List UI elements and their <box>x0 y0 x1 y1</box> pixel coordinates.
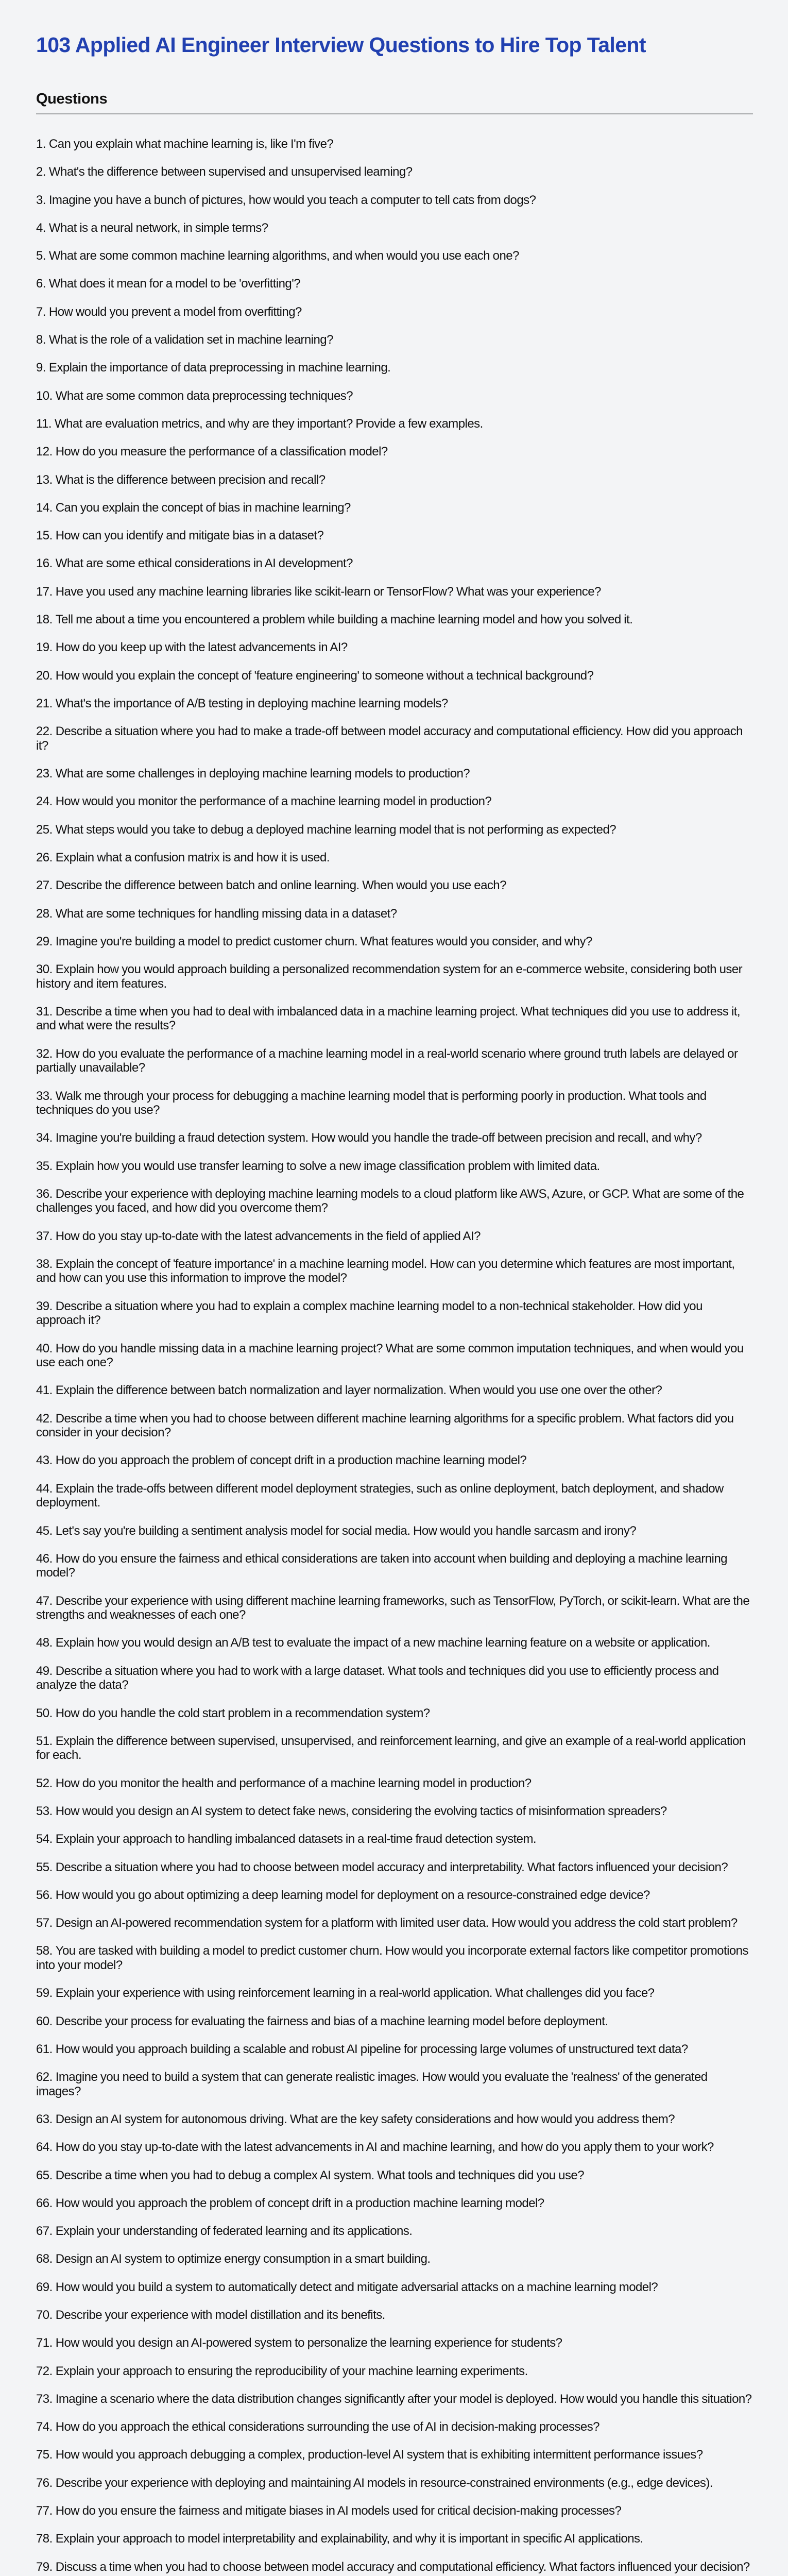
question-item <box>36 613 753 627</box>
question-number: 40. <box>36 1341 53 1355</box>
question-number: 5. <box>36 249 46 263</box>
question-item <box>36 1944 753 1972</box>
question-text: Have you used any machine learning libraries like scikit-learn or TensorFlow? What was your experience? <box>55 584 601 599</box>
question-item <box>36 2448 753 2462</box>
question-number: 21. <box>36 696 53 710</box>
question-text: What are some common machine learning algorithms, and when would you use each one? <box>48 249 519 263</box>
question-number: 62. <box>36 2070 53 2084</box>
question-number: 42. <box>36 1411 53 1426</box>
question-text: How would you approach the problem of concept drift in a production machine learning model? <box>55 2196 544 2210</box>
question-number: 3. <box>36 193 46 207</box>
question-text: What are some challenges in deploying machine learning models to production? <box>55 767 470 781</box>
question-item <box>36 529 753 543</box>
question-item <box>36 1664 753 1692</box>
question-number: 27. <box>36 878 53 893</box>
question-item <box>36 907 753 921</box>
question-text: Describe a situation where you had to choose between model accuracy and interpretability. What factors influenced your decision? <box>55 1860 728 1874</box>
question-text: What are evaluation metrics, and why are they important? Provide a few examples. <box>54 416 483 431</box>
question-number: 53. <box>36 1804 53 1818</box>
question-text: Describe a time when you had to debug a complex AI system. What tools and techniques did you use? <box>55 2168 584 2182</box>
question-item <box>36 1131 753 1145</box>
question-text: Tell me about a time you encountered a problem while building a machine learning model and how you solved it. <box>55 613 633 627</box>
question-item <box>36 445 753 459</box>
question-number: 56. <box>36 1888 53 1902</box>
question-text: Imagine you have a bunch of pictures, how would you teach a computer to tell cats from dogs? <box>48 193 536 207</box>
question-text: Explain your experience with using reinforcement learning in a real-world application. What challenges did you face? <box>55 1986 655 2001</box>
question-number: 32. <box>36 1046 53 1061</box>
page-title: 103 Applied AI Engineer Interview Questions to Hire Top Talent <box>36 33 646 57</box>
question-text: How do you handle the cold start problem in a recommendation system? <box>55 1706 430 1720</box>
question-text: Describe your process for evaluating the fairness and bias of a machine learning model before deployment. <box>55 2014 608 2028</box>
question-number: 77. <box>36 2504 53 2518</box>
question-number: 29. <box>36 934 53 948</box>
question-text: Explain what a confusion matrix is and how it is used. <box>55 850 330 865</box>
question-item <box>36 473 753 487</box>
question-item <box>36 1860 753 1875</box>
question-number: 74. <box>36 2420 53 2434</box>
question-number: 46. <box>36 1551 53 1566</box>
question-number: 75. <box>36 2448 53 2462</box>
question-number: 24. <box>36 794 53 809</box>
question-text: Design an AI-powered recommendation system for a platform with limited user data. How would you address the cold start problem? <box>55 1916 738 1930</box>
question-number: 31. <box>36 1004 53 1019</box>
question-text: How do you approach the ethical considerations surrounding the use of AI in decision-making processes? <box>55 2420 599 2434</box>
question-number: 71. <box>36 2336 53 2350</box>
question-text: Explain the importance of data preprocessing in machine learning. <box>48 361 391 375</box>
question-number: 57. <box>36 1916 53 1930</box>
question-text: What are some common data preprocessing techniques? <box>55 388 353 403</box>
question-item <box>36 823 753 837</box>
question-item <box>36 1776 753 1791</box>
question-item <box>36 333 753 347</box>
question-number: 72. <box>36 2364 53 2378</box>
question-item <box>36 389 753 403</box>
question-item <box>36 277 753 291</box>
question-text: Describe the difference between batch and online learning. When would you use each? <box>55 878 506 893</box>
question-item <box>36 305 753 319</box>
question-number: 28. <box>36 906 53 921</box>
question-item <box>36 2336 753 2350</box>
question-number: 55. <box>36 1860 53 1874</box>
question-item <box>36 2112 753 2127</box>
question-text: Imagine a scenario where the data distribution changes significantly after your model is deployed. How would you handle this situation? <box>55 2392 752 2406</box>
question-number: 48. <box>36 1636 53 1650</box>
question-item <box>36 1187 753 1215</box>
question-number: 39. <box>36 1299 53 1313</box>
question-number: 37. <box>36 1229 53 1243</box>
question-item <box>36 1047 753 1075</box>
question-item <box>36 1453 753 1468</box>
question-item <box>36 794 753 809</box>
question-text: Describe your experience with deploying machine learning models to a cloud platform like AWS, Azure, or GCP. What are some of the challenges you faced, and how did you overcome them? <box>36 1187 744 1215</box>
question-number: 22. <box>36 724 53 739</box>
section-heading: Questions <box>36 91 108 107</box>
question-number: 54. <box>36 1832 53 1846</box>
question-number: 18. <box>36 613 53 627</box>
question-number: 41. <box>36 1383 53 1398</box>
question-number: 12. <box>36 445 53 459</box>
question-item <box>36 2308 753 2323</box>
question-text: Design an AI system for autonomous driving. What are the key safety considerations and how would you address them? <box>55 2112 675 2126</box>
question-number: 11. <box>36 416 52 431</box>
question-item <box>36 1552 753 1580</box>
question-text: How do you ensure the fairness and mitigate biases in AI models used for critical decision-making processes? <box>55 2504 622 2518</box>
question-item <box>36 640 753 655</box>
question-item <box>36 2224 753 2239</box>
question-text: Describe a time when you had to deal with imbalanced data in a machine learning project. What techniques did you use to address it, and what were the results? <box>36 1004 740 1033</box>
question-item <box>36 2252 753 2266</box>
question-number: 78. <box>36 2532 53 2546</box>
question-text: What is the difference between precision and recall? <box>55 472 326 487</box>
question-number: 43. <box>36 1453 53 1468</box>
question-text: How would you monitor the performance of a machine learning model in production? <box>55 794 492 809</box>
question-item <box>36 1706 753 1721</box>
question-text: Explain how you would approach building a personalized recommendation system for an e-commerce website, considering both user history and item features. <box>36 962 743 991</box>
question-number: 44. <box>36 1481 53 1496</box>
question-text: How would you approach debugging a complex, production-level AI system that is exhibiting intermittent performance issues? <box>55 2448 703 2462</box>
question-number: 68. <box>36 2252 53 2266</box>
question-text: How do you monitor the health and performance of a machine learning model in production? <box>55 1776 532 1790</box>
question-item <box>36 193 753 208</box>
question-number: 58. <box>36 1944 53 1958</box>
question-item <box>36 962 753 991</box>
question-item <box>36 767 753 781</box>
question-text: Describe your experience with model distillation and its benefits. <box>55 2308 385 2322</box>
question-text: How would you prevent a model from overfitting? <box>48 304 302 319</box>
question-text: How do you keep up with the latest advancements in AI? <box>55 640 348 655</box>
question-item <box>36 361 753 375</box>
question-text: Explain how you would design an A/B test to evaluate the impact of a new machine learning feature on a website or application. <box>55 1636 710 1650</box>
question-item <box>36 1229 753 1244</box>
question-item <box>36 1089 753 1117</box>
question-item <box>36 2140 753 2155</box>
question-text: Explain your approach to ensuring the reproducibility of your machine learning experiments. <box>55 2364 528 2378</box>
question-item <box>36 1636 753 1650</box>
question-item <box>36 1257 753 1285</box>
question-number: 36. <box>36 1187 53 1201</box>
question-item <box>36 2168 753 2183</box>
question-item <box>36 724 753 753</box>
question-item <box>36 2476 753 2490</box>
question-number: 19. <box>36 640 53 655</box>
question-text: Describe a situation where you had to explain a complex machine learning model to a non-technical stakeholder. How did you approach it? <box>36 1299 703 1328</box>
question-number: 10. <box>36 388 53 403</box>
question-number: 9. <box>36 361 46 375</box>
question-number: 2. <box>36 165 46 179</box>
question-item <box>36 1916 753 1930</box>
question-item <box>36 1804 753 1819</box>
question-item <box>36 669 753 683</box>
question-number: 17. <box>36 584 53 599</box>
question-text: Describe your experience with deploying and maintaining AI models in resource-constrained environments (e.g., edge devices). <box>55 2476 713 2490</box>
question-number: 63. <box>36 2112 53 2126</box>
question-text: How would you explain the concept of 'feature engineering' to someone without a technical background? <box>55 668 594 683</box>
question-item <box>36 2364 753 2379</box>
question-text: Explain how you would use transfer learning to solve a new image classification problem with limited data. <box>55 1159 600 1173</box>
question-text: How would you design an AI system to detect fake news, considering the evolving tactics of misinformation spreaders? <box>55 1804 667 1818</box>
question-text: How would you approach building a scalable and robust AI pipeline for processing large volumes of unstructured text data? <box>55 2042 688 2056</box>
question-number: 49. <box>36 1664 53 1678</box>
question-text: Let's say you're building a sentiment analysis model for social media. How would you handle sarcasm and irony? <box>55 1523 637 1538</box>
question-number: 16. <box>36 556 53 571</box>
question-number: 4. <box>36 221 46 235</box>
question-number: 1. <box>36 137 46 151</box>
question-item <box>36 2014 753 2029</box>
question-item <box>36 851 753 865</box>
question-text: Describe a time when you had to choose between different machine learning algorithms for a specific problem. What factors did you consider in your decision? <box>36 1411 734 1440</box>
question-text: How can you identify and mitigate bias in a dataset? <box>55 529 324 543</box>
question-item <box>36 1412 753 1440</box>
question-number: 33. <box>36 1089 53 1103</box>
question-text: How do you ensure the fairness and ethical considerations are taken into account when building and deploying a machine learning model? <box>36 1551 727 1580</box>
question-text: How would you design an AI-powered system to personalize the learning experience for students? <box>55 2336 562 2350</box>
question-text: How would you build a system to automatically detect and mitigate adversarial attacks on a machine learning model? <box>55 2280 658 2294</box>
question-number: 8. <box>36 333 46 347</box>
question-text: How would you go about optimizing a deep learning model for deployment on a resource-constrained edge device? <box>55 1888 650 1902</box>
question-item <box>36 2392 753 2406</box>
question-text: What are some ethical considerations in AI development? <box>55 556 353 571</box>
question-item <box>36 2280 753 2295</box>
question-number: 35. <box>36 1159 53 1173</box>
question-item <box>36 878 753 893</box>
question-number: 65. <box>36 2168 53 2182</box>
question-text: Explain the trade-offs between different model deployment strategies, such as online deployment, batch deployment, and shadow deployment. <box>36 1481 724 1510</box>
question-item <box>36 2532 753 2546</box>
question-item <box>36 1383 753 1398</box>
question-item <box>36 1832 753 1846</box>
question-item <box>36 585 753 599</box>
question-item <box>36 556 753 571</box>
question-text: Describe your experience with using different machine learning frameworks, such as TensorFlow, PyTorch, or scikit-learn. What are the strengths and weaknesses of each one? <box>36 1594 750 1622</box>
question-number: 26. <box>36 850 53 865</box>
question-number: 73. <box>36 2392 53 2406</box>
question-number: 64. <box>36 2140 53 2155</box>
question-text: Explain your approach to handling imbalanced datasets in a real-time fraud detection system. <box>55 1832 537 1846</box>
question-item <box>36 221 753 235</box>
question-text: What is a neural network, in simple terms? <box>48 221 268 235</box>
question-item <box>36 249 753 263</box>
question-item <box>36 1594 753 1622</box>
question-text: What's the difference between supervised and unsupervised learning? <box>48 165 413 179</box>
question-text: Explain the difference between supervised, unsupervised, and reinforcement learning, and give an example of a real-world application for each. <box>36 1734 746 1762</box>
question-text: How do you approach the problem of concept drift in a production machine learning model? <box>55 1453 527 1468</box>
question-item <box>36 2504 753 2518</box>
question-list <box>36 137 753 2576</box>
question-number: 20. <box>36 668 53 683</box>
question-number: 67. <box>36 2224 53 2239</box>
question-text: How do you stay up-to-date with the latest advancements in the field of applied AI? <box>55 1229 481 1243</box>
question-text: You are tasked with building a model to predict customer churn. How would you incorporate external factors like competitor promotions into your model? <box>36 1944 748 1972</box>
question-text: What's the importance of A/B testing in deploying machine learning models? <box>55 696 448 710</box>
question-item <box>36 2042 753 2057</box>
question-item <box>36 1524 753 1538</box>
question-text: Discuss a time when you had to choose between model accuracy and computational efficiency. What factors influenced your decision? <box>55 2560 750 2574</box>
question-number: 76. <box>36 2476 53 2490</box>
question-text: Walk me through your process for debugging a machine learning model that is performing poorly in production. What tools and techniques do you use? <box>36 1089 707 1117</box>
question-item <box>36 1482 753 1510</box>
question-text: Explain the difference between batch normalization and layer normalization. When would you use one over the other? <box>55 1383 662 1398</box>
question-item <box>36 2560 753 2574</box>
question-item <box>36 2420 753 2434</box>
question-text: Describe a situation where you had to work with a large dataset. What tools and techniques did you use to efficiently process and analyze the data? <box>36 1664 719 1692</box>
question-number: 50. <box>36 1706 53 1720</box>
question-item <box>36 165 753 179</box>
section-divider <box>36 113 753 114</box>
question-number: 51. <box>36 1734 53 1748</box>
question-item <box>36 1734 753 1762</box>
question-item <box>36 935 753 949</box>
question-number: 25. <box>36 822 53 837</box>
question-number: 30. <box>36 962 53 977</box>
question-item <box>36 1342 753 1370</box>
question-number: 61. <box>36 2042 53 2056</box>
question-number: 79. <box>36 2560 53 2574</box>
question-text: Imagine you're building a fraud detection system. How would you handle the trade-off between precision and recall, and why? <box>55 1131 702 1145</box>
question-text: Explain your approach to model interpretability and explainability, and why it is important in specific AI applications. <box>55 2532 643 2546</box>
question-item <box>36 697 753 711</box>
question-text: Imagine you need to build a system that can generate realistic images. How would you evaluate the 'realness' of the generated images? <box>36 2070 708 2098</box>
question-text: Imagine you're building a model to predict customer churn. What features would you consider, and why? <box>55 934 592 948</box>
question-item <box>36 1159 753 1174</box>
question-number: 15. <box>36 529 53 543</box>
question-text: How do you stay up-to-date with the latest advancements in AI and machine learning, and how do you apply them to your work? <box>55 2140 714 2155</box>
question-text: Explain your understanding of federated learning and its applications. <box>55 2224 413 2239</box>
question-number: 69. <box>36 2280 53 2294</box>
question-item <box>36 2196 753 2211</box>
question-item <box>36 1888 753 1903</box>
question-number: 66. <box>36 2196 53 2210</box>
question-text: What does it mean for a model to be 'overfitting'? <box>48 277 301 291</box>
question-number: 38. <box>36 1257 53 1271</box>
question-item <box>36 137 753 151</box>
question-item <box>36 417 753 431</box>
question-text: Can you explain the concept of bias in machine learning? <box>55 500 351 515</box>
question-text: How do you handle missing data in a machine learning project? What are some common imputation techniques, and when would you use each one? <box>36 1341 744 1370</box>
question-text: What are some techniques for handling missing data in a dataset? <box>55 906 397 921</box>
question-number: 7. <box>36 304 46 319</box>
question-number: 14. <box>36 500 53 515</box>
question-text: Can you explain what machine learning is, like I'm five? <box>48 137 334 151</box>
question-text: Design an AI system to optimize energy consumption in a smart building. <box>55 2252 431 2266</box>
question-text: Explain the concept of 'feature importance' in a machine learning model. How can you determine which features are most important, and how can you use this information to improve the model? <box>36 1257 735 1285</box>
question-item <box>36 1005 753 1033</box>
question-text: Describe a situation where you had to make a trade-off between model accuracy and computational efficiency. How did you approach it? <box>36 724 743 753</box>
question-number: 23. <box>36 767 53 781</box>
question-item <box>36 2070 753 2098</box>
question-item <box>36 1986 753 2001</box>
question-number: 34. <box>36 1131 53 1145</box>
question-text: How do you evaluate the performance of a machine learning model in a real-world scenario where ground truth labels are delayed or partially unavailable? <box>36 1046 738 1075</box>
question-number: 6. <box>36 277 46 291</box>
question-text: What steps would you take to debug a deployed machine learning model that is not performing as expected? <box>55 822 616 837</box>
question-number: 47. <box>36 1594 53 1608</box>
question-number: 13. <box>36 472 53 487</box>
question-item <box>36 501 753 515</box>
question-number: 59. <box>36 1986 53 2001</box>
question-text: What is the role of a validation set in machine learning? <box>48 333 333 347</box>
question-number: 60. <box>36 2014 53 2028</box>
question-text: How do you measure the performance of a classification model? <box>55 445 388 459</box>
question-number: 70. <box>36 2308 53 2322</box>
question-item <box>36 1299 753 1328</box>
question-number: 52. <box>36 1776 53 1790</box>
question-number: 45. <box>36 1523 53 1538</box>
